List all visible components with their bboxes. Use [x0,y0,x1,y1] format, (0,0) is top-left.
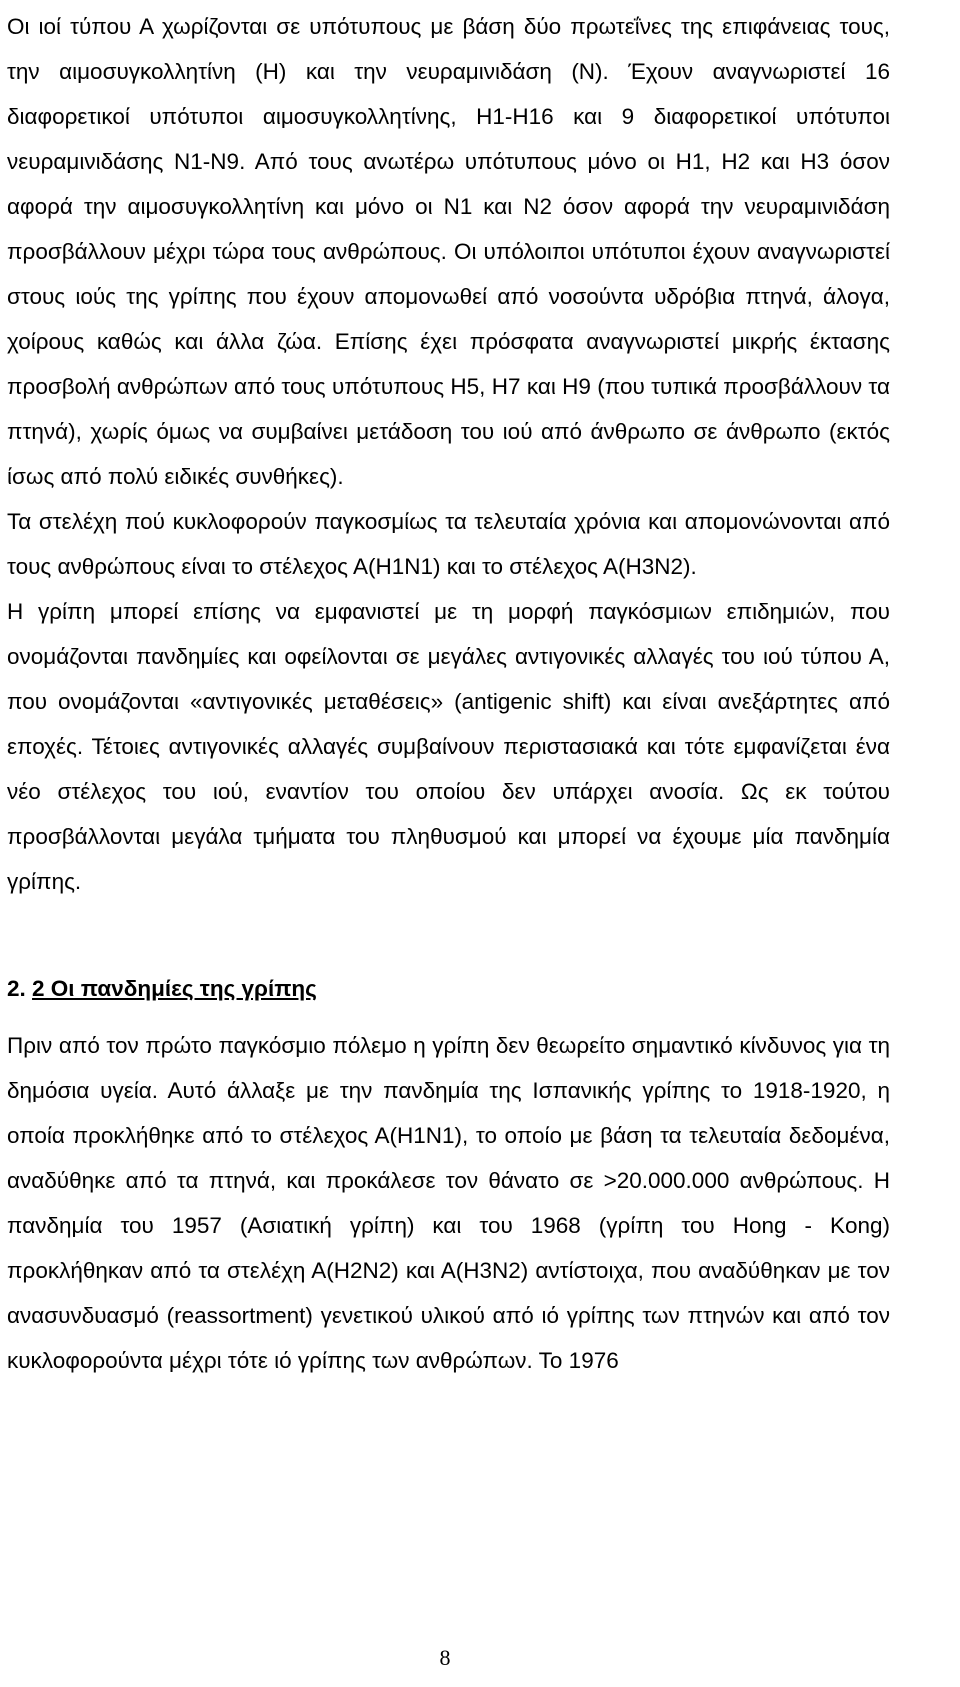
section-heading [7,966,890,1011]
paragraph-pandemic-intro: Η γρίπη μπορεί επίσης να εμφανιστεί με τη μορφή παγκόσμιων επιδημιών, που ονομάζονται πανδημίες και οφείλονται σε μεγάλες αντιγονικές αλλαγές του ιού τύπου Α, που ονομάζονται «αντιγονικές μεταθέσεις» (antigenic shift) και είναι ανεξάρτητες από εποχές. Τέτοιες αντιγονικές αλλαγές συμβαίνουν περιστασιακά και τότε εμφανίζεται ένα νέο στέλεχος του ιού, εναντίον του οποίου δεν υπάρχει ανοσία. Ως εκ τούτου προσβάλλονται μεγάλα τμήματα του πληθυσμού και μπορεί να έχουμε μία πανδημία γρίπης. [7,599,890,894]
paragraph-subtypes: Οι ιοί τύπου Α χωρίζονται σε υπότυπους με βάση δύο πρωτεΐνες της επιφάνειας τους, την αιμοσυγκολλητίνη (H) και την νευραμινιδάση (N). Έχουν αναγνωριστεί 16 διαφορετικοί υπότυποι αιμοσυγκολλητίνης, Η1-Η16 και 9 διαφορετικοί υπότυποι νευραμινιδάσης Ν1-Ν9. Από τους ανωτέρω υπότυπους μόνο οι Η1, Η2 και Η3 όσον αφορά την αιμοσυγκολλητίνη και μόνο οι Ν1 και Ν2 όσον αφορά την νευραμινιδάση προσβάλλουν μέχρι τώρα τους ανθρώπους. Οι υπόλοιποι υπότυποι έχουν αναγνωριστεί στους ιούς της γρίπης που έχουν απομονωθεί από νοσούντα υδρόβια πτηνά, άλογα, χοίρους καθώς και άλλα ζώα. Επίσης έχει πρόσφατα αναγνωριστεί μικρής έκτασης προσβολή ανθρώπων από τους υπότυπους Η5, Η7 και Η9 (που τυπικά προσβάλλουν τα πτηνά), χωρίς όμως να συμβαίνει μετάδοση του ιού από άνθρωπο σε άνθρωπο (εκτός ίσως από πολύ ειδικές συνθήκες). [7,14,890,489]
section-number: 2. [7,976,33,1001]
page-number: 8 [439,1645,451,1670]
paragraph-strains: Τα στελέχη πού κυκλοφορούν παγκοσμίως τα τελευταία χρόνια και απομονώνονται από τους ανθρώπους είναι το στέλεχος Α(Η1Ν1) και το στέλεχος Α(Η3Ν2). [7,509,890,579]
paragraph-pandemics-history: Πριν από τον πρώτο παγκόσμιο πόλεμο η γρίπη δεν θεωρείτο σημαντικό κίνδυνος για τη δημόσια υγεία. Αυτό άλλαξε με την πανδημία της Ισπανικής γρίπης το 1918-1920, η οποία προκλήθηκε από το στέλεχος Α(Η1Ν1), το οποίο με βάση τα τελευταία δεδομένα, αναδύθηκε από τα πτηνά, και προκάλεσε τον θάνατο σε >20.000.000 ανθρώπους. Η πανδημία του 1957 (Ασιατική γρίπη) και του 1968 (γρίπη του Hong - Kong) προκλήθηκαν από τα στελέχη Α(Η2Ν2) και Α(Η3Ν2) αντίστοιχα, που αναδύθηκαν με τον ανασυνδυασμό (reassortment) γενετικού υλικού από ιό γρίπης των πτηνών και από τον κυκλοφορούντα μέχρι τότε ιό γρίπης των ανθρώπων. Το 1976 [7,1033,890,1373]
section-spacer [7,904,890,966]
heading-spacer [7,1011,890,1023]
section-title: 2 Οι πανδημίες της γρίπης [32,976,317,1001]
